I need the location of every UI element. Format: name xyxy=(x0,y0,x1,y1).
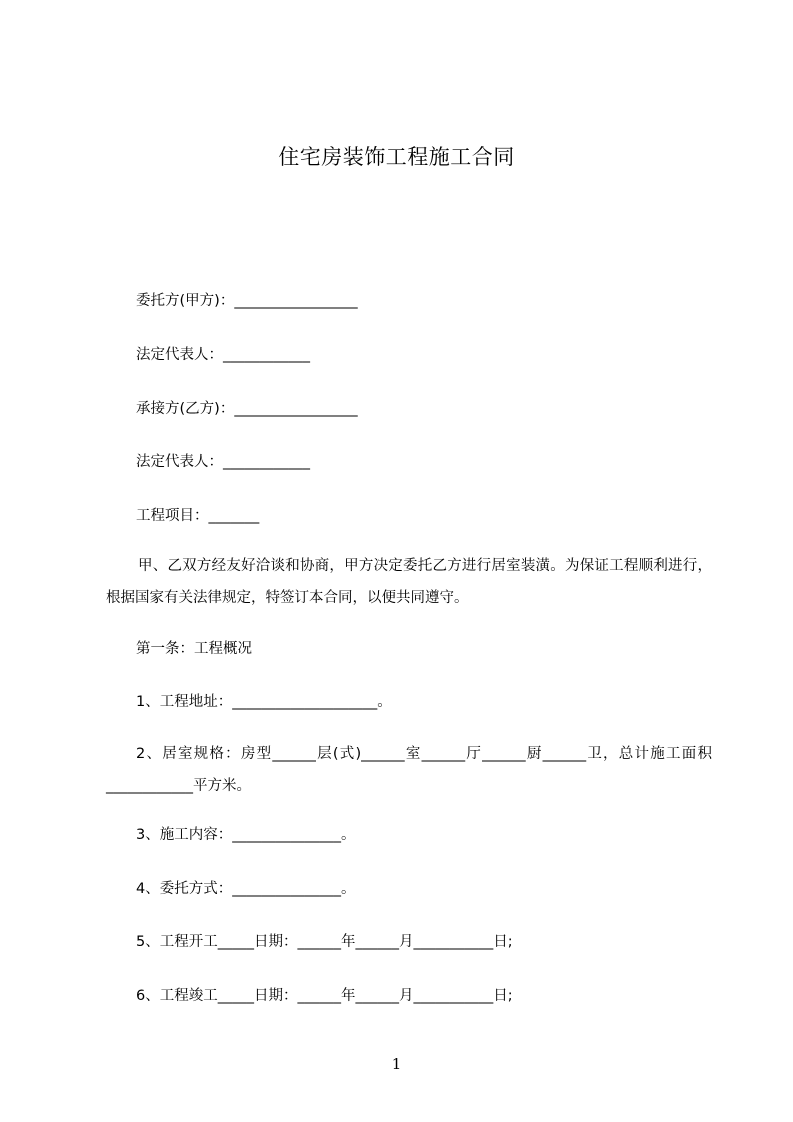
party-b-representative-line: 法定代表人：____________ xyxy=(136,454,310,470)
project-line: 工程项目：_______ xyxy=(136,508,260,524)
party-a-representative-line: 法定代表人：____________ xyxy=(136,347,310,363)
intro-paragraph: 甲、乙双方经友好洽谈和协商，甲方决定委托乙方进行居室装潢。为保证工程顺利进行，根据国家有关法律规定，特签订本合同，以便共同遵守。 xyxy=(106,558,712,606)
item-4-method: 4、委托方式：_______________。 xyxy=(136,881,356,897)
article-1-heading: 第一条：工程概况 xyxy=(136,641,252,657)
item-3-content: 3、施工内容：_______________。 xyxy=(136,827,356,843)
page-number: 1 xyxy=(391,1055,402,1073)
item-1-address: 1、工程地址：____________________。 xyxy=(136,694,392,710)
party-a-line: 委托方(甲方)：_________________ xyxy=(136,293,358,309)
item-6-completion-date: 6、工程竣工_____日期：______年______月___________日; xyxy=(136,988,513,1004)
item-2-specifications: 2、居室规格：房型______层(式)______室______厅______厨______卫，总计施工面积____________平方米。 xyxy=(106,746,712,794)
party-b-line: 承接方(乙方)：_________________ xyxy=(136,401,358,417)
contract-title: 住宅房装饰工程施工合同 xyxy=(278,145,515,169)
item-5-start-date: 5、工程开工_____日期：______年______月___________日; xyxy=(136,934,513,950)
